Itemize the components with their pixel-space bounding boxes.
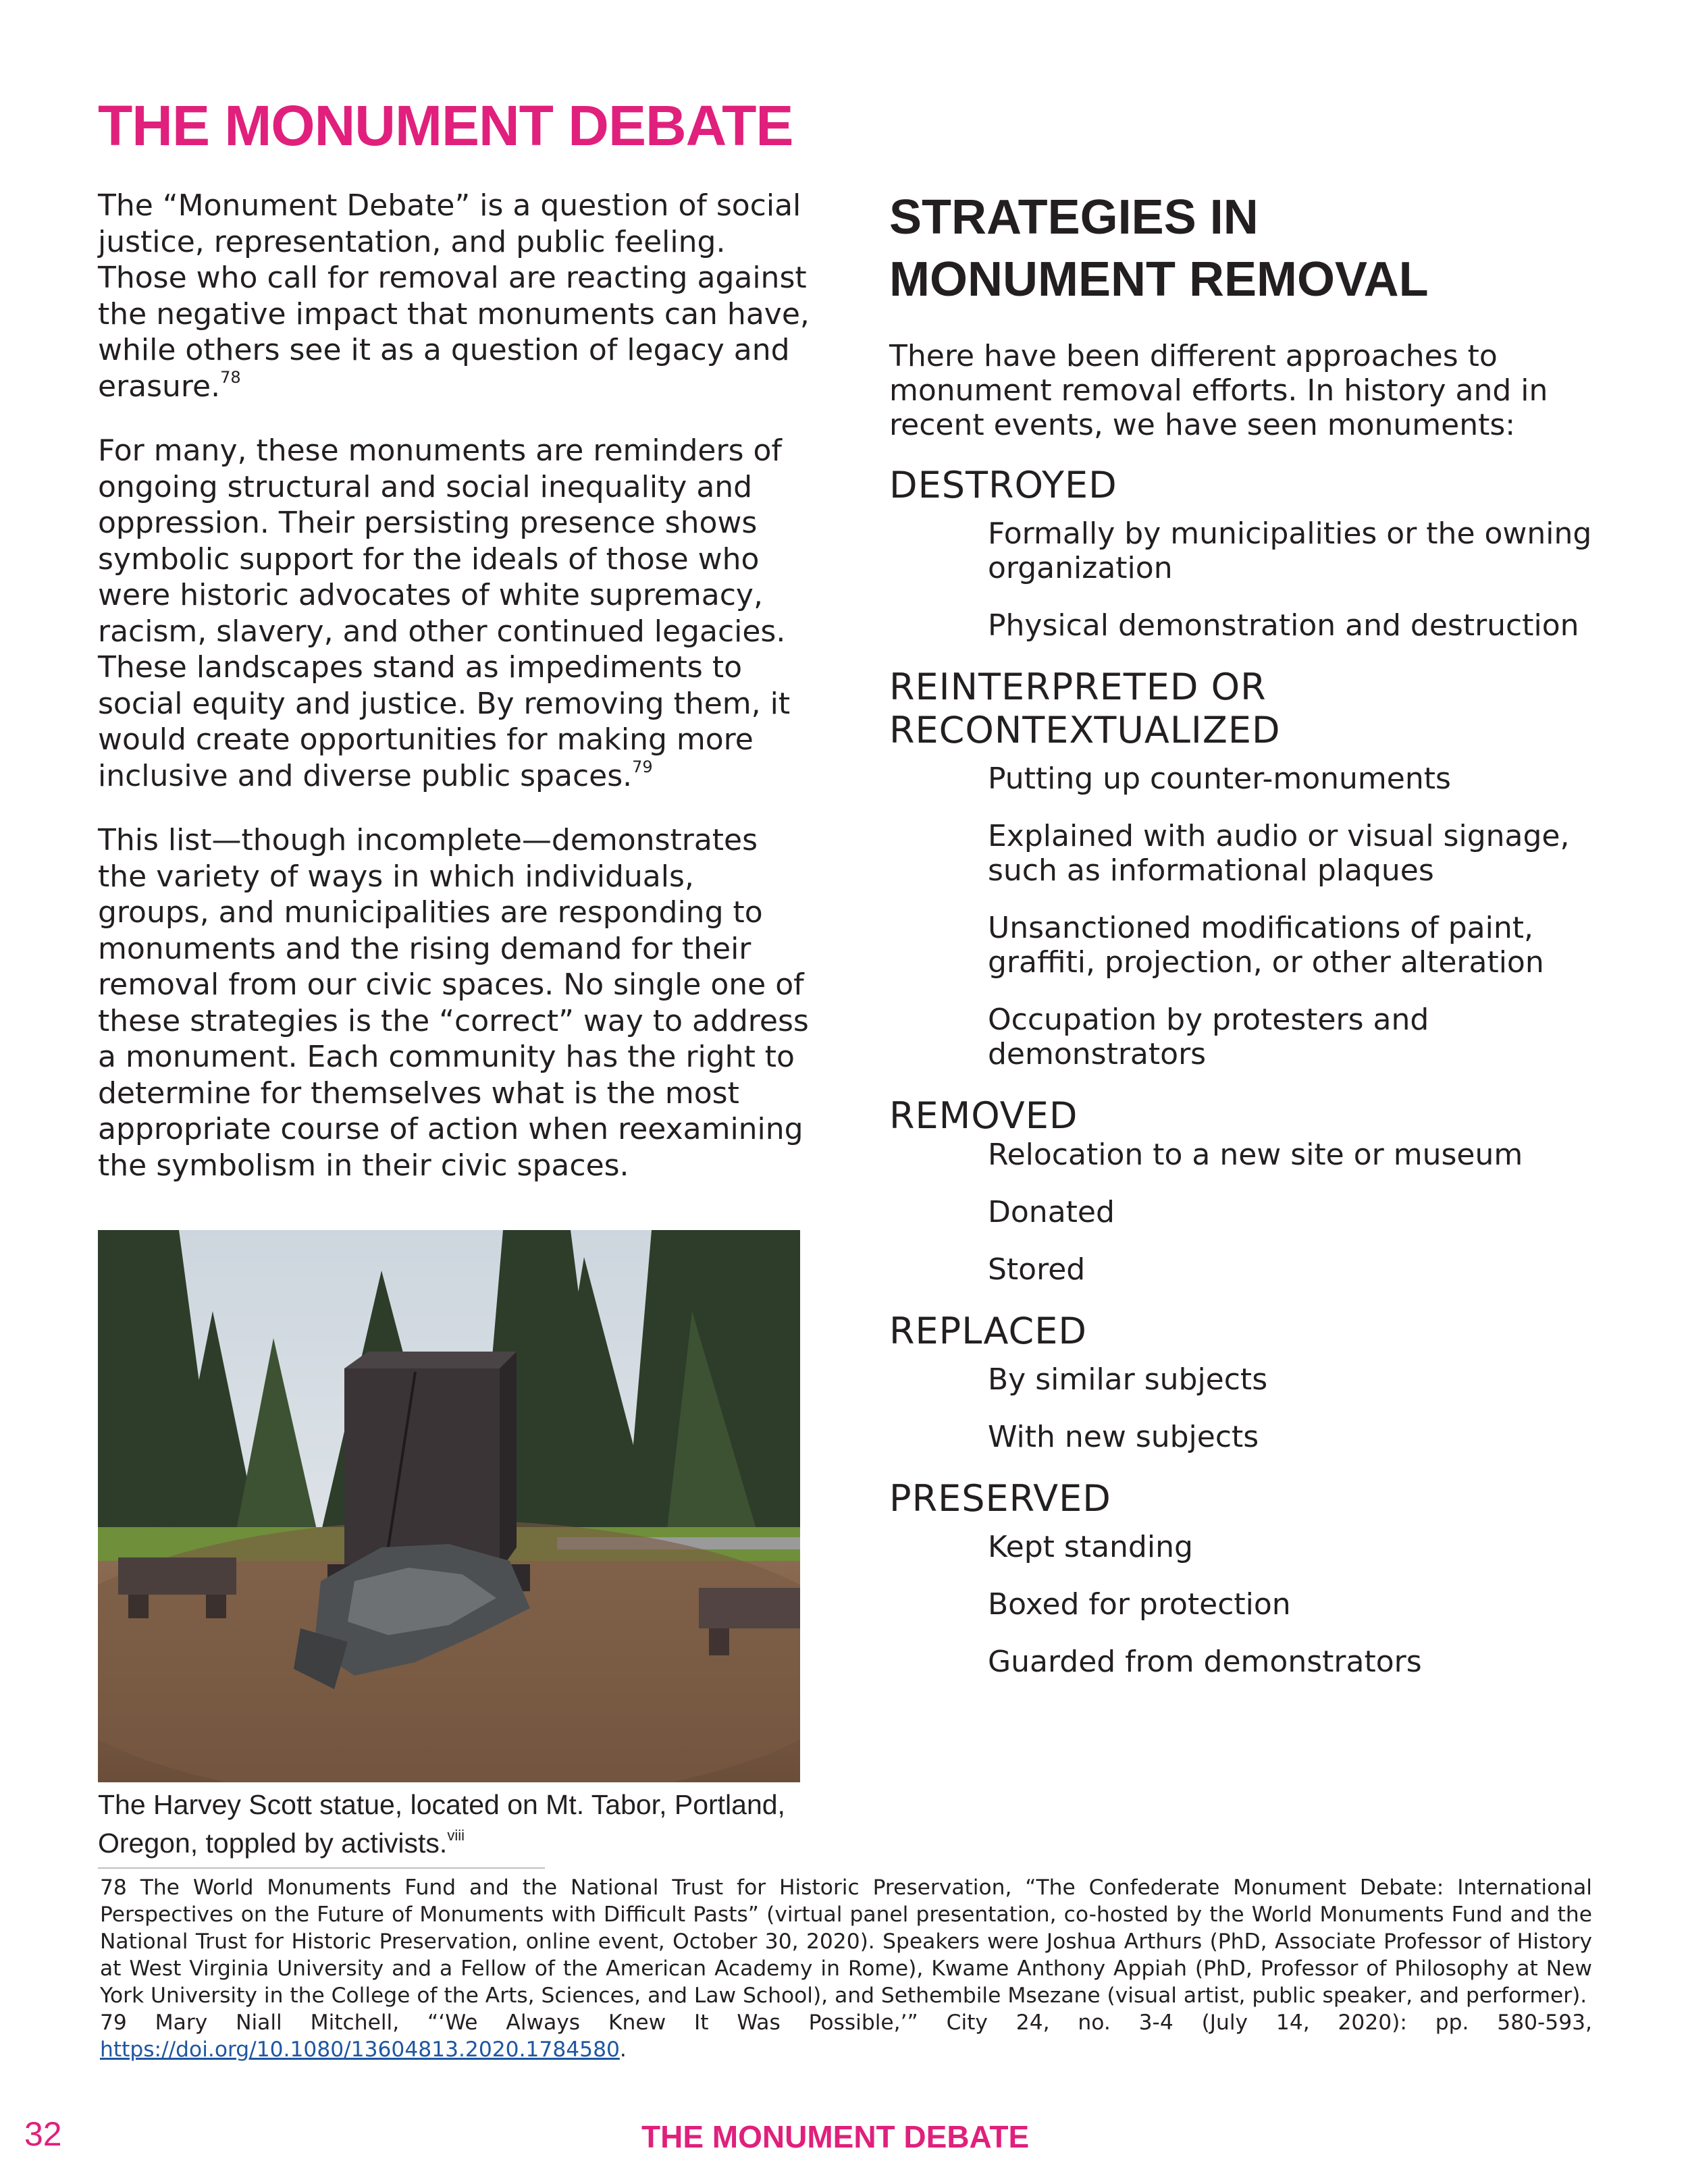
strategies-heading-line-2: MONUMENT REMOVAL — [889, 252, 1429, 307]
paragraph-3: This list—though incomplete—demonstrates the variety of ways in which individuals, groups, and municipalities are responding to monuments and the rising demand for their removal from our civic spaces. No single one of these strategies is the “correct” way to address a monument. Each community has the right to determine for themselves what is the most appropriate course of action when reexamining the symbolism in their civic spaces. — [98, 823, 809, 1183]
footnote-ref-78[interactable]: 78 — [220, 367, 241, 387]
list-item: By similar subjects — [988, 1362, 1268, 1397]
footnote-78: 78 The World Monuments Fund and the National Trust for Historic Preservation, “The Confederate Monument Debate: International Perspectives on the Future of Monuments with Difficult Pasts” (virtual panel presentation, co-hosted by the World Monuments Fund and the National Trust for Historic Preservation, online event, October 30, 2020). Speakers were Joshua Arthurs (PhD, Associate Professor of History at West Virginia University and a Fellow of the American Academy in Rome), Kwame Anthony Appiah (PhD, Professor of Philosophy at New York University in the College of the Arts, Sciences, and Law School), and Sethembile Msezane (visual artist, public speaker, and performer). — [100, 1875, 1592, 2008]
category-heading: REMOVED — [889, 1094, 1078, 1137]
footnote-divider — [98, 1867, 545, 1869]
category-items — [889, 762, 1615, 1071]
page-number: 32 — [24, 2115, 62, 2153]
list-item: Physical demonstration and destruction — [988, 608, 1579, 643]
category-heading: DESTROYED — [889, 464, 1117, 506]
list-item: With new subjects — [988, 1420, 1259, 1454]
strategies-heading-line-1: STRATEGIES IN — [889, 190, 1259, 244]
category-replaced — [889, 1310, 1615, 1454]
category-destroyed — [889, 464, 1615, 643]
statue-illustration — [98, 1230, 800, 1782]
photo-caption — [98, 1786, 807, 1863]
list-item: Formally by municipalities or the owning organization — [988, 516, 1592, 585]
list-item: Donated — [988, 1195, 1115, 1229]
strategies-intro: There have been different approaches to monument removal efforts. In history and in recent events, we have seen monuments: — [889, 339, 1548, 442]
strategies-heading — [889, 186, 1615, 311]
category-items — [889, 1530, 1615, 1679]
category-preserved — [889, 1477, 1615, 1679]
paragraph-1-text: The “Monument Debate” is a question of social justice, representation, and public feeling. Those who call for removal are reacting against the negative impact that monuments can have, while others see it as a question of legacy and erasure. — [98, 188, 810, 404]
caption-note[interactable]: viii — [447, 1827, 465, 1844]
doi-link[interactable]: https://doi.org/10.1080/13604813.2020.1784580 — [100, 2037, 620, 2062]
category-heading: PRESERVED — [889, 1477, 1111, 1520]
footnote-79-end: . — [619, 2037, 627, 2062]
category-removed — [889, 1094, 1615, 1287]
category-heading: REPLACED — [889, 1310, 1087, 1352]
list-item: Unsanctioned modifications of paint, graffiti, projection, or other alteration — [988, 911, 1544, 980]
footnotes — [100, 1874, 1592, 2063]
footnote-ref-79[interactable]: 79 — [632, 757, 653, 776]
list-item: Occupation by protesters and demonstrators — [988, 1003, 1429, 1071]
paragraph-2 — [98, 433, 810, 794]
strategies-column — [889, 186, 1615, 1702]
footnote-79-text: 79 Mary Niall Mitchell, “‘We Always Knew It Was Possible,’” City 24, no. 3-4 (July 14, 2020): pp. 580-593, — [100, 2010, 1592, 2035]
footnote-79 — [100, 2009, 1592, 2063]
page-title: THE MONUMENT DEBATE — [98, 94, 793, 157]
list-item: Explained with audio or visual signage, such as informational plaques — [988, 819, 1570, 888]
category-items — [889, 516, 1615, 643]
category-items — [889, 1138, 1615, 1287]
paragraph-1 — [98, 188, 810, 404]
photo-caption-text: The Harvey Scott statue, located on Mt. Tabor, Portland, Oregon, toppled by activists. — [98, 1789, 785, 1859]
list-item: Guarded from demonstrators — [988, 1645, 1422, 1679]
category-heading: REINTERPRETED OR RECONTEXTUALIZED — [889, 666, 1281, 751]
paragraph-2-text: For many, these monuments are reminders of ongoing structural and social inequality and oppression. Their persisting presence shows symbolic support for the ideals of those who were historic advocates of white supremacy, racism, slavery, and other continued legacies. These landscapes stand as impediments to social equity and justice. By removing them, it would create opportunities for making more inclusive and diverse public spaces. — [98, 433, 791, 793]
list-item: Kept standing — [988, 1530, 1193, 1564]
list-item: Putting up counter-monuments — [988, 762, 1451, 796]
category-reinterpreted — [889, 666, 1615, 1071]
harvey-scott-statue-photo — [98, 1230, 800, 1782]
list-item: Relocation to a new site or museum — [988, 1138, 1523, 1172]
category-items — [889, 1362, 1615, 1454]
list-item: Stored — [988, 1252, 1086, 1287]
intro-column — [98, 188, 810, 1212]
list-item: Boxed for protection — [988, 1587, 1291, 1622]
running-footer-title: THE MONUMENT DEBATE — [641, 2119, 1030, 2154]
